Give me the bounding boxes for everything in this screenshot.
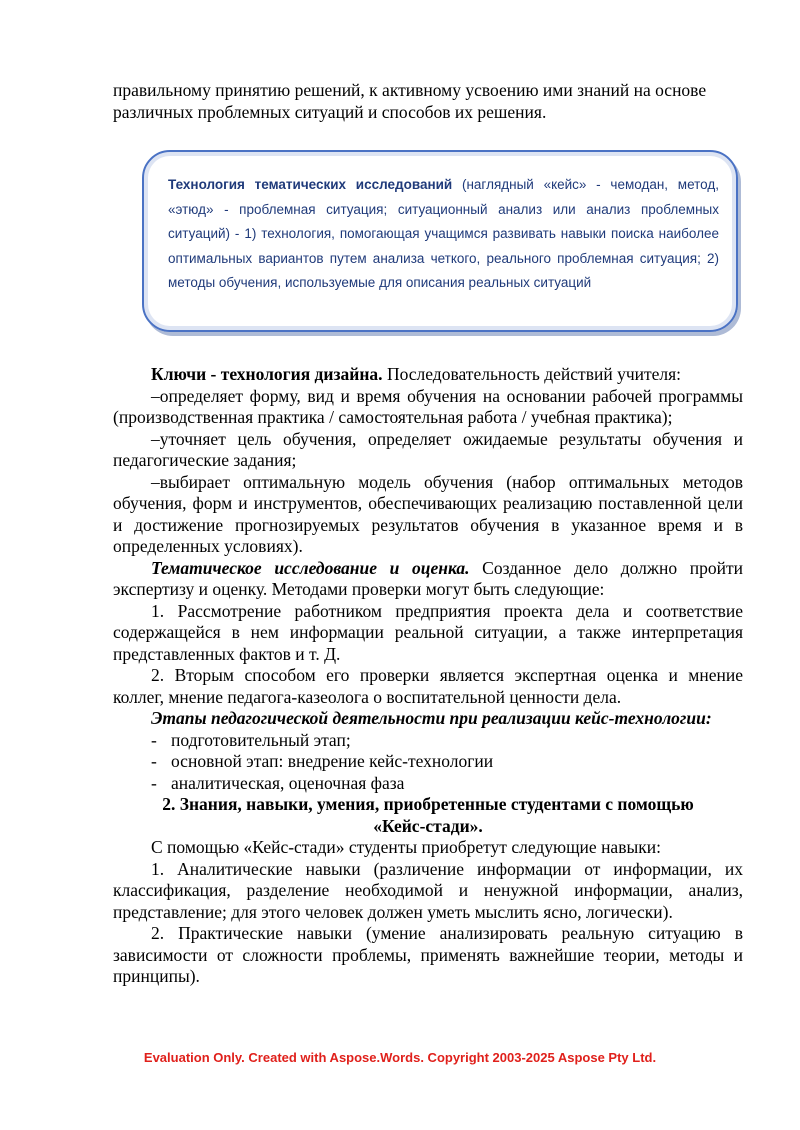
teacher-step: –уточняет цель обучения, определяет ожидаемые результаты обучения и педагогические задания; — [113, 428, 743, 470]
document-body — [113, 80, 743, 123]
skill-item: 1. Аналитические навыки (различение информации от информации, их классификация, разделение необходимой и ненужной информации, анализ, представление; для этого человек должен уметь мыслить ясно, логически). — [113, 858, 743, 922]
intro-line-2: различных проблемных ситуаций и способов их решения. — [113, 101, 547, 122]
teacher-step: –выбирает оптимальную модель обучения (набор оптимальных методов обучения, форм и инструментов, обеспечивающих реализацию поставленной цели и достижение прогнозируемых результатов обучения в указанное время и в определенных условиях). — [113, 471, 743, 556]
definition-body: (наглядный «кейс» - чемодан, метод, «этюд» - проблемная ситуация; ситуационный анализ или анализ проблемных ситуаций) - 1) технология, помогающая учащимся развивать навыки поиска наиболее оптимальных вариантов путем анализа четкого, реального проблемная ситуация; 2) методы обучения, используемые для описания реальных ситуаций — [168, 177, 720, 290]
main-content — [113, 364, 743, 988]
evaluation-rest: Созданное дело должно пройти экспертизу и оценку. Методами проверки могут быть следующие: — [113, 557, 743, 599]
keys-heading: Ключи - технология дизайна. — [151, 364, 383, 384]
definition-title: Технология тематических исследований — [168, 177, 453, 192]
list-item: - аналитическая, оценочная фаза — [151, 772, 405, 793]
stages-heading: Этапы педагогической деятельности при реализации кейс-технологии: — [151, 708, 712, 728]
method-item: 2. Вторым способом его проверки является экспертная оценка и мнение коллег, мнение педагога-казеолога о воспитательной ценности дела. — [113, 665, 743, 707]
skill-item: 2. Практические навыки (умение анализировать реальную ситуацию в зависимости от сложности проблемы, применять важнейшие теории, методы и принципы). — [113, 923, 743, 986]
evaluation-watermark: Evaluation Only. Created with Aspose.Words. Copyright 2003-2025 Aspose Pty Ltd. — [143, 1050, 657, 1065]
method-item: 1. Рассмотрение работником предприятия проекта дела и соответствие содержащейся в нем информации реальной ситуации, а также интерпретация представленных фактов и т. Д. — [113, 600, 743, 664]
section-2-title-line-2: «Кейс-стади». — [373, 815, 483, 836]
section-2-title-line-1: 2. Знания, навыки, умения, приобретенные студентами с помощью — [162, 794, 694, 814]
definition-box-text — [168, 173, 719, 296]
keys-rest: Последовательность действий учителя: — [382, 364, 682, 384]
evaluation-paragraph — [113, 558, 743, 601]
keys-paragraph — [113, 364, 743, 386]
list-item: - подготовительный этап; — [151, 729, 351, 750]
evaluation-heading: Тематическое исследование и оценка. — [151, 557, 470, 578]
teacher-step: –определяет форму, вид и время обучения на основании рабочей программы (производственная практика / самостоятельная работа / учебная практика); — [113, 385, 743, 427]
intro-line-1: правильному принятию решений, к активному усвоению ими знаний на основе — [113, 80, 707, 100]
section-2-intro: С помощью «Кейс-стади» студенты приобретут следующие навыки: — [151, 837, 661, 857]
list-item: - основной этап: внедрение кейс-технологии — [151, 751, 494, 771]
stages-list — [113, 730, 743, 795]
